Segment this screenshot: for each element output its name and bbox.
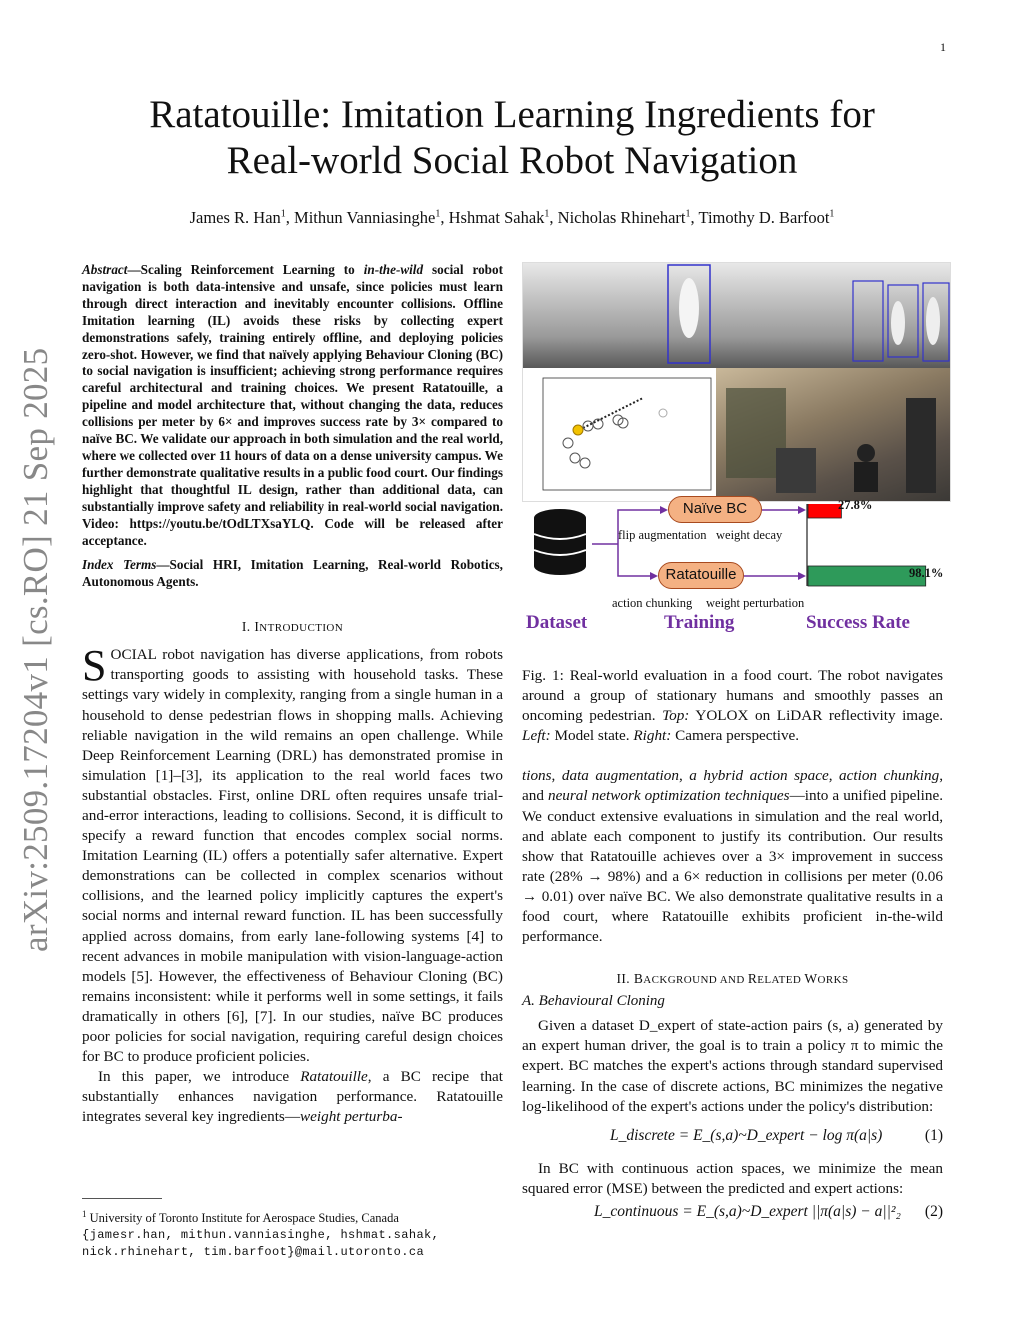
author: Timothy D. Barfoot bbox=[698, 208, 830, 227]
model-state-plot bbox=[523, 368, 716, 502]
lidar-reflectivity-image bbox=[523, 263, 951, 368]
footnote-rule bbox=[82, 1198, 162, 1199]
naive-bc-node: Naïve BC bbox=[668, 496, 762, 523]
author-emails: {jamesr.han, mithun.vanniasinghe, hshmat.sahak, nick.rhinehart, tim.barfoot}@mail.utoronto.ca bbox=[82, 1228, 440, 1260]
author: Mithun Vanniasinghe bbox=[294, 208, 436, 227]
figure-1-caption: Fig. 1: Real-world evaluation in a food court. The robot navigates around a group of stationary humans and smoothly passes an oncoming pedestrian. Top: YOLOX on LiDAR reflectivity image. Left: Model state. Right: Camera perspective. bbox=[522, 667, 943, 745]
drop-cap: S bbox=[82, 641, 107, 691]
equation-2-expression: L_continuous = E_(s,a)~D_expert ||π(a|s) − a||²₂ bbox=[594, 1202, 901, 1220]
index-terms: Index Terms—Social HRI, Imitation Learning, Real-world Robotics, Autonomous Agents. bbox=[82, 557, 503, 590]
author: Nicholas Rhinehart bbox=[557, 208, 686, 227]
section-heading-background: II. BACKGROUND AND RELATED WORKS bbox=[616, 971, 849, 987]
page-number: 1 bbox=[940, 40, 946, 54]
naive-success-value: 27.8% bbox=[838, 498, 873, 512]
label-weight-perturbation: weight perturbation bbox=[706, 596, 805, 610]
label-action-chunking: action chunking bbox=[612, 596, 693, 610]
abstract: Abstract—Scaling Reinforcement Learning to in-the-wild social robot navigation is both data-intensive and unsafe, since policies must learn through direct interaction and inevitably encounter collisions. Offline Imitation learning (IL) avoids these risks by collecting expert demonstrations safely, training entirely offline, and deploying policies zero-shot. However, we find that naïvely applying Behaviour Cloning (BC) to social navigation is insufficient; achieving strong performance requires careful architectural and training choices. We present Ratatouille, a pipeline and model architecture that, without changing the data, reduces collisions per meter by 6× and improves success rate by 3× compared to naïve BC. We validate our approach in both simulation and the real world, where we collected over 11 hours of data on a dense university campus. We further demonstrate qualitative results in a public food court. Our findings highlight that thoughtful IL design, rather than additional data, can substantially improve safety and reliability in real-world social navigation. Video: https://youtu.be/tOdLTXsaYLQ. Code will be released after acceptance. bbox=[82, 262, 504, 548]
author: Hshmat Sahak bbox=[448, 208, 545, 227]
equation-2-number: (2) bbox=[924, 1202, 943, 1220]
introduction-text: SOCIAL robot navigation has diverse applications, from robots transporting goods to assisting with household tasks. These settings vary widely in complexity, ranging from a single human in a household to dense pedestrian flows in shopping malls. Achieving reliable navigation in the wild remains an open challenge. While Deep Reinforcement Learning (DRL) has demonstrated promise in simulation [1]–[3], its application to the real world faces two substantial obstacles. First, online DRL often requires unsafe trial-and-error interactions, leading to collisions. Second, it is difficult to specify a reward function that encodes complex social norms. Imitation Learning (IL) offers a potentially safer alternative. Expert demonstrations can be collected in complex scenarios without collisions, and the learned policy implicitly captures the expert's social norms and internal reward function. IL has been successfully applied across domains, from early lane-following systems [4] to recent advances in mobile manipulation with vision-language-action models [5]. However, the effectiveness of Behaviour Cloning (BC) remains inconsistent: while it performs well in some settings, it fails dramatically in others [6], [7]. In our studies, naïve BC produces poor policies for social navigation, requiring careful design choices for BC to produce proficient policies. In this paper, we introduce Ratatouille, a BC recipe that substantially enhances navigation performance. Ratatouille integrates several key ingredients—weight perturba- bbox=[82, 641, 504, 1126]
equation-1-expression: L_discrete = E_(s,a)~D_expert − log π(a|s) bbox=[610, 1126, 883, 1144]
label-weight-decay: weight decay bbox=[716, 528, 783, 542]
stage-label-training: Training bbox=[664, 612, 735, 633]
stage-label-success-rate: Success Rate bbox=[806, 612, 910, 633]
footnote: $^1$ University of Toronto Institute for Aerospace Studies, Canada {jamesr.han, mithun.vanniasinghe, hshmat.sahak, nick.rhinehart, tim.barfoot}@mail.utoronto.ca bbox=[82, 1209, 440, 1260]
label-flip-augmentation: flip augmentation bbox=[618, 528, 707, 542]
title-line-1: Ratatouille: Imitation Learning Ingredients for bbox=[149, 93, 875, 136]
author-list: James R. Han$^1$, Mithun Vanniasinghe$^1$, Hshmat Sahak$^1$, Nicholas Rhinehart$^1$, Timothy D. Barfoot$^1$ bbox=[189, 208, 835, 227]
figure-1-image bbox=[522, 262, 951, 502]
equation-2 bbox=[522, 1199, 943, 1229]
database-icon bbox=[534, 509, 586, 575]
title-line-2: Real-world Social Robot Navigation bbox=[226, 139, 798, 182]
paper-title bbox=[0, 92, 1024, 184]
arxiv-identifier: arXiv:2509.17204v1 [cs.RO] 21 Sep 2025 bbox=[16, 347, 55, 952]
subsection-behavioural-cloning: A. Behavioural Cloning bbox=[522, 993, 665, 1010]
introduction-continued: tions, data augmentation, a hybrid action space, action chunking, and neural network optimization techniques—into a unified pipeline. We conduct extensive evaluations in simulation and the real world, and ablate each component to justify its contribution. Our results show that Ratatouille achieves over a 3× improvement in success rate (28% → 98%) and a 6× reduction in collisions per meter (0.06 → 0.01) over naïve BC. We also demonstrate qualitative results in a food court, where Ratatouille exhibits proficient in-the-wild performance. bbox=[522, 767, 944, 946]
author: James R. Han bbox=[189, 208, 281, 227]
equation-1 bbox=[522, 1117, 943, 1159]
section-heading-introduction: I. INTRODUCTION bbox=[241, 619, 344, 635]
equation-1-number: (1) bbox=[924, 1126, 943, 1144]
right-column bbox=[522, 262, 943, 1229]
ratatouille-node: Ratatouille bbox=[658, 562, 744, 589]
background-text: Given a dataset D_expert of state-action pairs (s, a) generated by an expert human driver, the goal is to train a policy π to mimic the expert. BC matches the expert's actions through standard supervised learning. In the case of discrete actions, BC minimizes the negative log-likelihood of the expert's actions under the policy's distribution: bbox=[522, 1017, 943, 1115]
stage-label-dataset: Dataset bbox=[526, 612, 588, 633]
pipeline-diagram bbox=[522, 498, 951, 654]
success-bar-naive bbox=[808, 504, 841, 518]
background-text-2: In BC with continuous action spaces, we minimize the mean squared error (MSE) between the predicted and expert actions: bbox=[522, 1159, 943, 1197]
ratatouille-success-value: 98.1% bbox=[909, 566, 944, 580]
left-column bbox=[82, 262, 503, 1127]
camera-perspective-photo bbox=[716, 368, 951, 502]
